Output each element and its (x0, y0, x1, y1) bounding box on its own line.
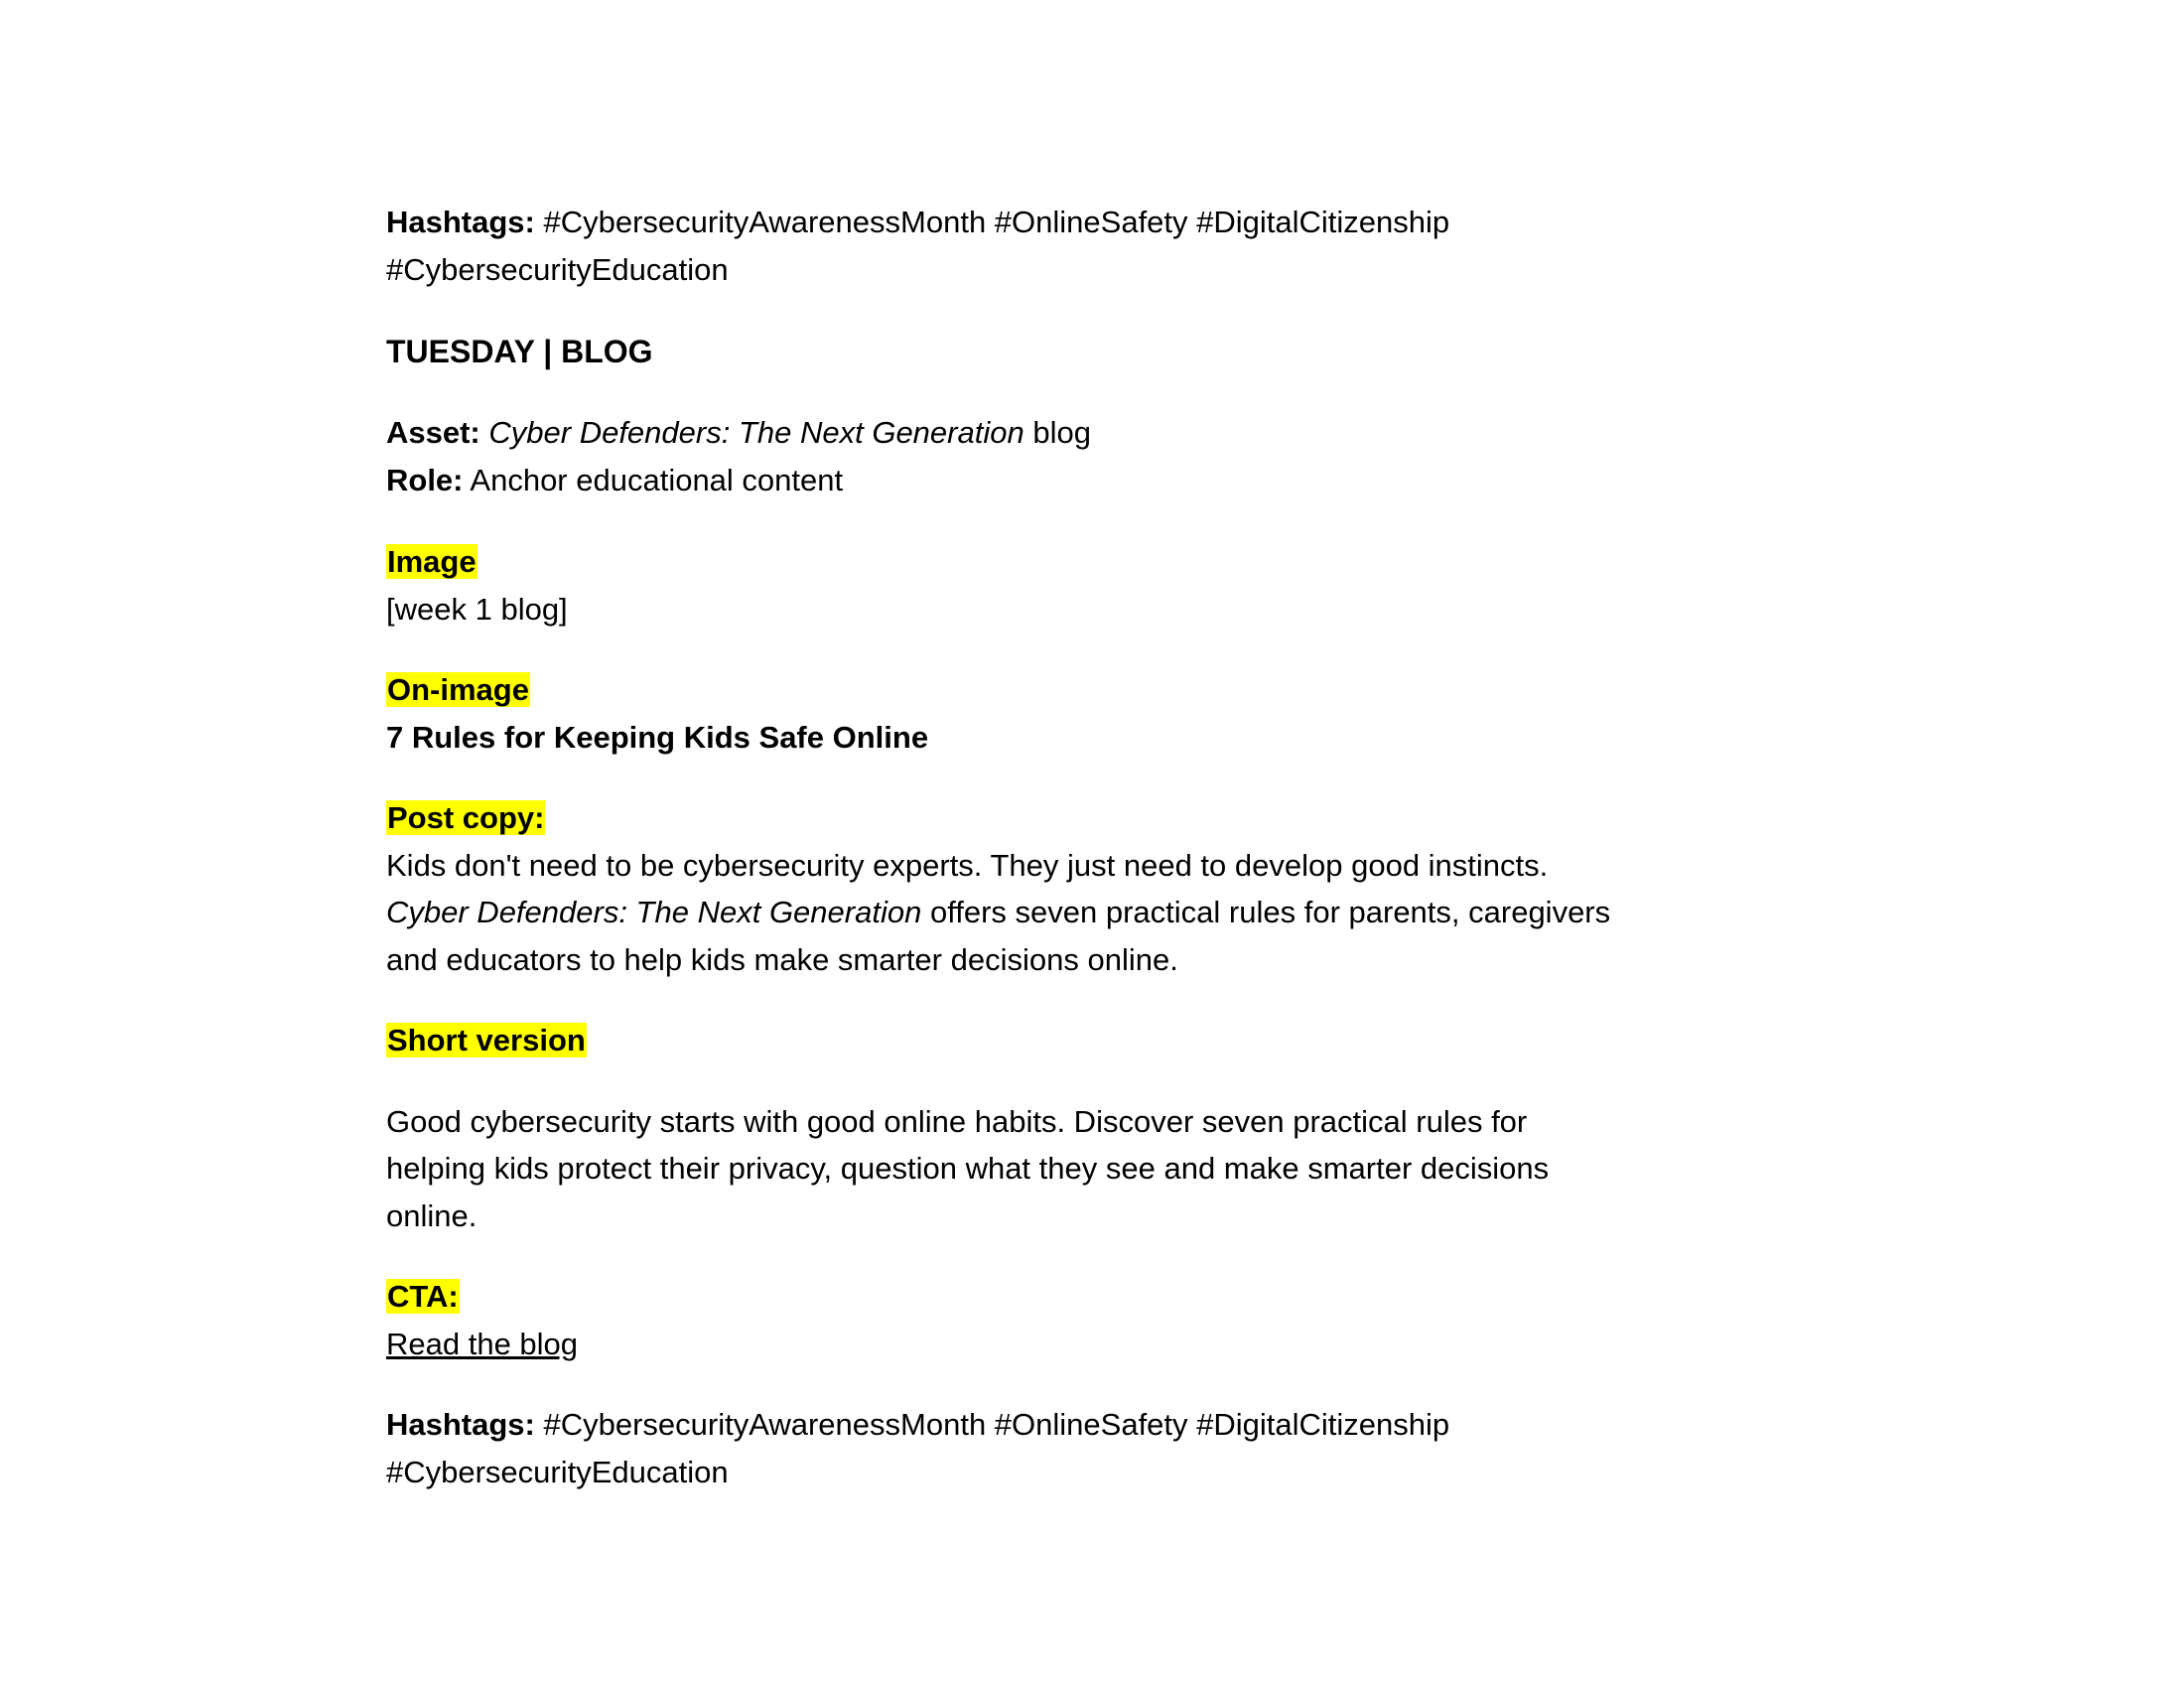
top-hashtags-line-1 (386, 199, 1637, 246)
read-the-blog-link[interactable]: Read the blog (386, 1326, 579, 1361)
asset-line (386, 409, 1637, 457)
post-copy-label-line (386, 794, 1637, 842)
on-image-label: On-image (387, 672, 529, 707)
cta-label: CTA: (387, 1279, 459, 1314)
on-image-label-line (386, 666, 1637, 714)
post-copy-line-2 (386, 889, 1637, 936)
top-hashtags-line-2: #CybersecurityEducation (386, 251, 729, 287)
short-version-line-3: online. (386, 1197, 478, 1233)
bottom-hashtags-line-1 (386, 1401, 1637, 1449)
section-heading: TUESDAY | BLOG (386, 334, 653, 369)
asset-suffix: blog (1032, 415, 1091, 450)
role-line (386, 457, 1637, 504)
on-image-block (386, 666, 1637, 761)
post-copy-line-3: and educators to help kids make smarter decisions online. (386, 941, 1178, 977)
document-body (386, 199, 1637, 1495)
image-label: Image (387, 544, 477, 579)
bottom-hashtags-line-2: #CybersecurityEducation (386, 1454, 729, 1489)
image-value: [week 1 blog] (386, 591, 568, 627)
post-copy-label: Post copy: (387, 800, 545, 835)
asset-title: Cyber Defenders: The Next Generation (488, 415, 1024, 450)
post-copy-line-1: Kids don't need to be cybersecurity experts. They just need to develop good instincts. (386, 847, 1549, 883)
cta-block (386, 1273, 1637, 1367)
top-hashtags-text: #CybersecurityAwarenessMonth #OnlineSafety #DigitalCitizenship (543, 205, 1450, 239)
post-copy-title: Cyber Defenders: The Next Generation (386, 895, 922, 929)
bottom-hashtags-block (386, 1401, 1637, 1495)
asset-label: Asset: (386, 415, 480, 450)
asset-role-block (386, 409, 1637, 503)
short-version-text-block (386, 1098, 1637, 1240)
bottom-hashtags-label: Hashtags: (386, 1407, 535, 1442)
on-image-value: 7 Rules for Keeping Kids Safe Online (386, 719, 929, 755)
short-version-label-line (386, 1017, 1637, 1064)
post-copy-line-2-rest: offers seven practical rules for parents, caregivers (929, 895, 1611, 929)
cta-label-line (386, 1273, 1637, 1321)
top-hashtags-label: Hashtags: (386, 205, 535, 239)
bottom-hashtags-text: #CybersecurityAwarenessMonth #OnlineSafety #DigitalCitizenship (543, 1407, 1450, 1442)
short-version-block (386, 1017, 1637, 1064)
short-version-label: Short version (387, 1023, 586, 1057)
short-version-line-2: helping kids protect their privacy, question what they see and make smarter decisions (386, 1151, 1550, 1186)
role-value: Anchor educational content (470, 462, 844, 497)
cta-link-line (386, 1321, 1637, 1368)
image-label-line (386, 538, 1637, 586)
top-hashtags-block (386, 199, 1637, 293)
role-label: Role: (386, 462, 464, 497)
image-block (386, 538, 1637, 633)
post-copy-block (386, 794, 1637, 983)
short-version-line-1: Good cybersecurity starts with good online habits. Discover seven practical rules for (386, 1103, 1528, 1139)
